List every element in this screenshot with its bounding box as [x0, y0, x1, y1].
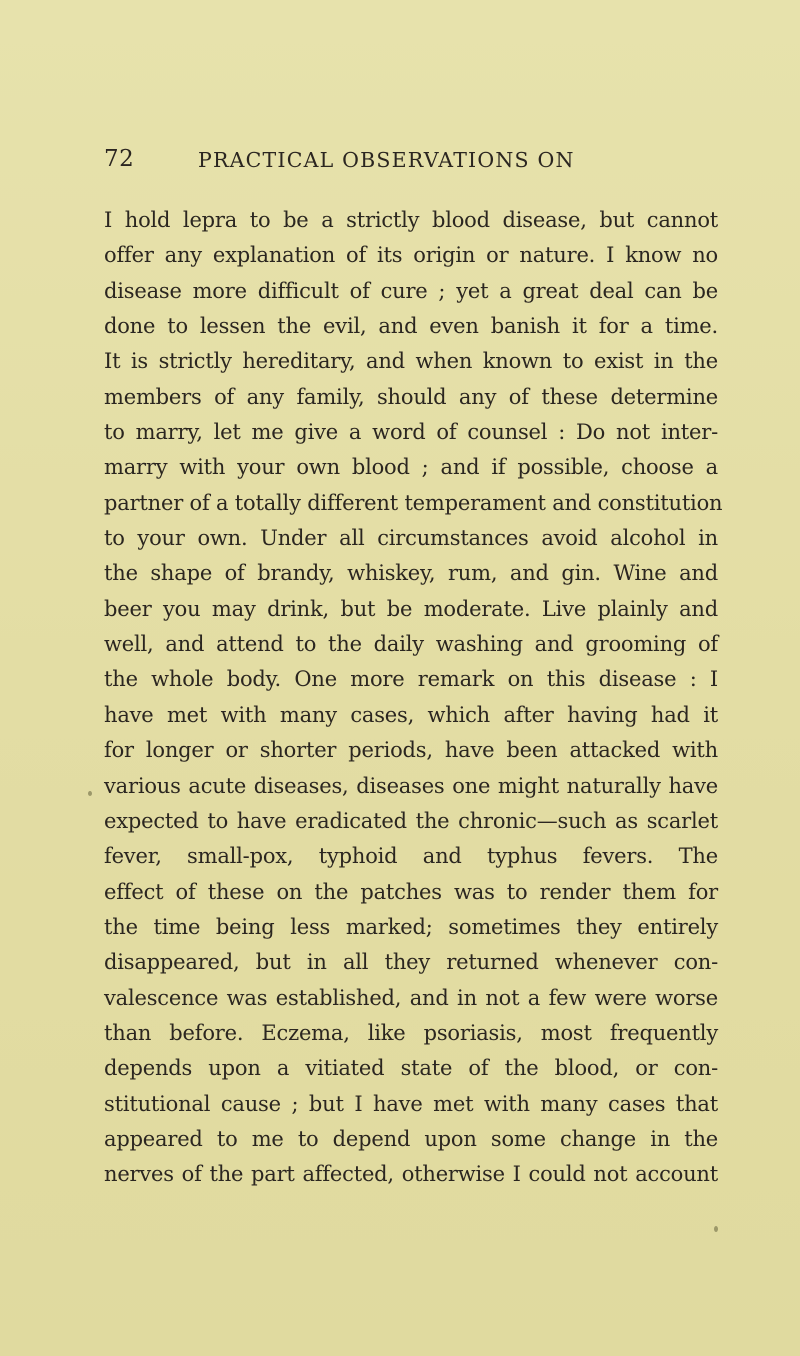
text-line: depends upon a vitiated state of the blood, or con-: [104, 1056, 718, 1081]
body-paragraph: [104, 203, 723, 1193]
text-line: done to lessen the evil, and even banish it for a time.: [104, 314, 718, 339]
text-line: stitutional cause ; but I have met with many cases that: [104, 1091, 718, 1116]
text-line: well, and attend to the daily washing and grooming of: [104, 632, 718, 657]
running-title: PRACTICAL OBSERVATIONS ON: [198, 148, 575, 172]
text-line: disappeared, but in all they returned whenever con-: [104, 950, 718, 975]
text-line: than before. Eczema, like psoriasis, most frequently: [104, 1020, 718, 1045]
text-line: offer any explanation of its origin or nature. I know no: [104, 243, 718, 268]
paper-speck: [714, 1226, 718, 1232]
text-line: the whole body. One more remark on this disease : I: [104, 667, 718, 692]
text-line: appeared to me to depend upon some change in the: [104, 1126, 718, 1151]
text-line: I hold lepra to be a strictly blood disease, but cannot: [104, 208, 718, 232]
page-number: 72: [104, 146, 135, 172]
running-head: [104, 146, 724, 176]
text-line: fever, small-pox, typhoid and typhus fevers. The: [104, 844, 718, 869]
text-line: various acute diseases, diseases one might naturally have: [104, 773, 718, 798]
text-line: members of any family, should any of these determine: [104, 384, 718, 409]
text-line: have met with many cases, which after having had it: [104, 702, 718, 727]
text-line: the shape of brandy, whiskey, rum, and gin. Wine and: [104, 561, 718, 586]
text-line: the time being less marked; sometimes they entirely: [104, 914, 718, 939]
text-line: to your own. Under all circumstances avoid alcohol in: [104, 526, 718, 551]
text-line: to marry, let me give a word of counsel : Do not inter-: [104, 420, 718, 445]
text-line: effect of these on the patches was to render them for: [104, 879, 718, 904]
text-line: It is strictly hereditary, and when known to exist in the: [104, 349, 718, 374]
text-line: expected to have eradicated the chronic—such as scarlet: [104, 808, 718, 833]
text-line: marry with your own blood ; and if possible, choose a: [104, 455, 718, 480]
text-line: disease more difficult of cure ; yet a great deal can be: [104, 278, 718, 303]
text-line: partner of a totally different temperament and constitution: [104, 490, 723, 515]
text-line: for longer or shorter periods, have been attacked with: [104, 738, 718, 763]
text-line: nerves of the part affected, otherwise I could not account: [104, 1162, 718, 1187]
text-line: beer you may drink, but be moderate. Live plainly and: [104, 596, 718, 621]
paper-speck: [88, 791, 92, 796]
text-line: valescence was established, and in not a few were worse: [104, 985, 718, 1010]
